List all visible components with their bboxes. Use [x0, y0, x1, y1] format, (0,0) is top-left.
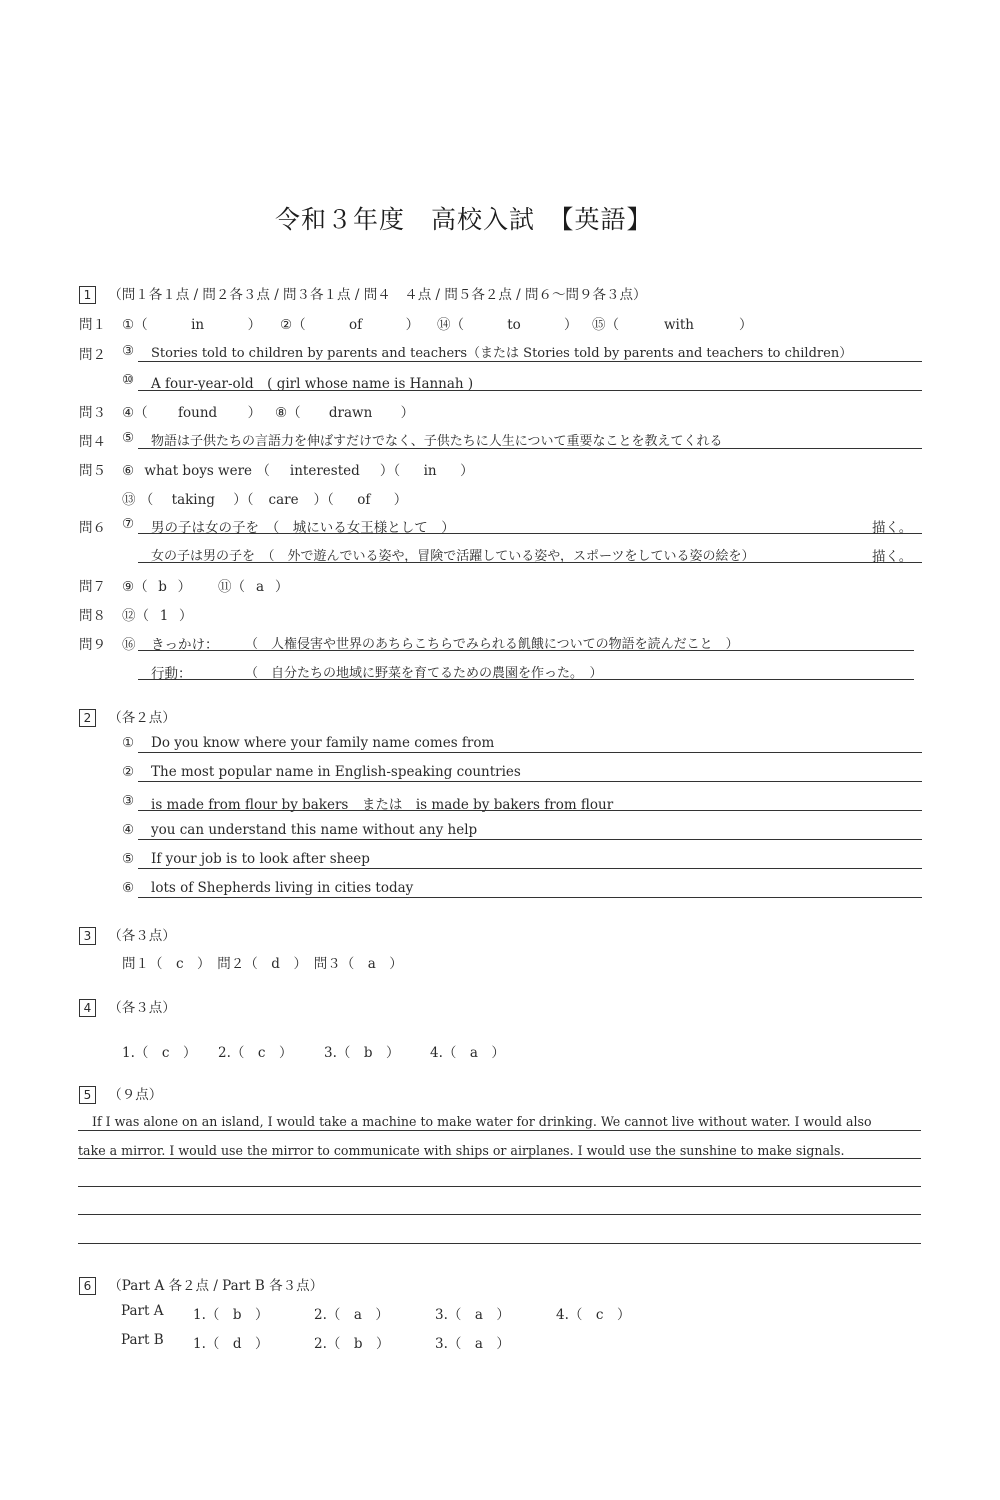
writing-line — [78, 1186, 921, 1187]
q6-end-1: 描く。 — [872, 520, 913, 536]
section-6-header — [79, 1274, 323, 1295]
part-a-answer-1: 1.（ b ） — [193, 1307, 269, 1323]
answer-line — [138, 897, 922, 898]
q6-num-7: ⑦ — [122, 516, 135, 532]
q8-answer-12: ⑫（ 1 ） — [122, 608, 193, 624]
s4-answer-2: 2.（ c ） — [218, 1045, 293, 1061]
q3-answer-4: ④（ found ） — [122, 405, 262, 421]
writing-line — [78, 1130, 921, 1131]
part-a-label: Part A — [121, 1303, 164, 1319]
section-points: （Part A 各２点 / Part B 各３点） — [108, 1278, 324, 1294]
s4-answer-3: 3.（ b ） — [324, 1045, 400, 1061]
section-points: （各３点） — [108, 1000, 176, 1016]
page-title: 令和３年度 高校入試 【英語】 — [275, 205, 653, 234]
q3-answer-8: ⑧（ drawn ） — [275, 405, 415, 421]
section-number: 3 — [79, 927, 96, 945]
section-number: 1 — [79, 286, 96, 304]
writing-line — [78, 1243, 921, 1244]
q2-answer-10: A four-year-old ( girl whose name is Hannah ) — [151, 376, 474, 392]
essay-line-1: If I was alone on an island, I would take a machine to make water for drinking. We cannot live without water. I would also — [92, 1114, 872, 1129]
section-5-header — [79, 1083, 162, 1104]
s4-answer-4: 4.（ a ） — [430, 1045, 505, 1061]
part-a-answer-2: 2.（ a ） — [314, 1307, 389, 1323]
q7-label: 問７ — [79, 579, 106, 595]
section-points: （９点） — [108, 1087, 163, 1103]
answer-line — [138, 810, 922, 811]
answer-number: ③ — [122, 793, 135, 809]
part-b-label: Part B — [121, 1332, 164, 1348]
answer-line — [138, 839, 922, 840]
q6-end-2: 描く。 — [872, 549, 913, 565]
q9-key-2: 行動： — [151, 666, 192, 682]
answer-number: ① — [122, 735, 135, 751]
section-points: （各３点） — [108, 928, 176, 944]
part-b-answer-2: 2.（ b ） — [314, 1336, 390, 1352]
q2-label: 問２ — [79, 347, 106, 363]
answer-line — [138, 361, 922, 362]
q1-answer-15: ⑮（ with ） — [592, 317, 753, 333]
part-b-answer-3: 3.（ a ） — [435, 1336, 510, 1352]
answer-text: lots of Shepherds living in cities today — [151, 880, 414, 896]
answer-line — [138, 752, 922, 753]
q7-answer-11: ⑪（ a ） — [218, 579, 289, 595]
section-number: 4 — [79, 999, 96, 1017]
q3-label: 問３ — [79, 405, 106, 421]
answer-text: If your job is to look after sheep — [151, 851, 370, 867]
answer-number: ④ — [122, 822, 135, 838]
q9-label: 問９ — [79, 637, 106, 653]
answer-text: is made from flour by bakers または is made by bakers from flour — [151, 797, 614, 813]
part-b-answer-1: 1.（ d ） — [193, 1336, 269, 1352]
answer-text: Do you know where your family name comes from — [151, 735, 495, 751]
section-points: （各２点） — [108, 710, 176, 726]
writing-line — [78, 1158, 921, 1159]
q7-answer-9: ⑨（ b ） — [122, 579, 192, 595]
q2-num-3: ③ — [122, 343, 135, 359]
section-points: （問１各１点 / 問２各３点 / 問３各１点 / 問４ ４点 / 問５各２点 / 問６〜問９各３点） — [108, 287, 647, 303]
q1-label: 問１ — [79, 317, 106, 333]
answer-line — [138, 562, 922, 563]
q1-answer-14: ⑭（ to ） — [437, 317, 578, 333]
q4-answer: 物語は子供たちの言語力を伸ばすだけでなく、子供たちに人生について重要なことを教えてくれる — [151, 434, 723, 449]
q9-key-1: きっかけ： — [151, 637, 219, 653]
q1-answer-1: ①（ in ） — [122, 317, 262, 333]
answer-number: ② — [122, 764, 135, 780]
answer-line — [138, 679, 914, 680]
q8-label: 問８ — [79, 608, 106, 624]
q6-answer-line-2: 女の子は男の子を （ 外で遊んでいる姿や，冒険で活躍している姿や，スポーツをしている姿の絵を） — [151, 549, 755, 564]
q5-answer-13: ⑬ （ taking ）（ care ）（ of ） — [122, 492, 408, 508]
section-3-header — [79, 924, 176, 945]
answer-line — [138, 448, 922, 449]
q5-answer-6: ⑥ what boys were （ interested ）（ in ） — [122, 463, 474, 479]
s4-answer-1: 1.（ c ） — [122, 1045, 197, 1061]
writing-line — [78, 1214, 921, 1215]
answer-line — [138, 533, 922, 534]
q2-answer-3: Stories told to children by parents and teachers（または Stories told by parents and teachers to children） — [151, 346, 853, 361]
q4-label: 問４ — [79, 434, 106, 450]
q2-num-10: ⑩ — [122, 372, 135, 388]
section-4-header — [79, 996, 176, 1017]
answer-line — [138, 650, 914, 651]
answer-line — [138, 390, 922, 391]
section-2-header — [79, 706, 176, 727]
answer-line — [138, 868, 922, 869]
q6-answer-line-1: 男の子は女の子を （ 城にいる女王様として ） — [151, 520, 455, 536]
answer-number: ⑥ — [122, 880, 135, 896]
q9-value-1: （ 人権侵害や世界のあちらこちらでみられる飢餓についての物語を読んだこと ） — [245, 637, 739, 652]
part-a-answer-3: 3.（ a ） — [435, 1307, 510, 1323]
q6-label: 問６ — [79, 520, 106, 536]
section-number: 2 — [79, 709, 96, 727]
q1-answer-2: ②（ of ） — [280, 317, 420, 333]
q4-num-5: ⑤ — [122, 430, 135, 446]
answer-number: ⑤ — [122, 851, 135, 867]
q9-num-16: ⑯ — [122, 637, 136, 653]
section-number: 5 — [79, 1086, 96, 1104]
answer-text: you can understand this name without any help — [151, 822, 478, 838]
section-1-header — [79, 283, 646, 304]
essay-line-2: take a mirror. I would use the mirror to communicate with ships or airplanes. I would use the sunshine to make signals. — [78, 1143, 845, 1158]
answer-text: The most popular name in English-speaking countries — [151, 764, 521, 780]
section-number: 6 — [79, 1277, 96, 1295]
q5-label: 問５ — [79, 463, 106, 479]
part-a-answer-4: 4.（ c ） — [556, 1307, 631, 1323]
answer-line — [138, 781, 922, 782]
section-3-answers: 問１（ c ） 問２（ d ） 問３（ a ） — [122, 956, 403, 972]
q9-value-2: （ 自分たちの地域に野菜を育てるための農園を作った。 ） — [245, 666, 603, 681]
